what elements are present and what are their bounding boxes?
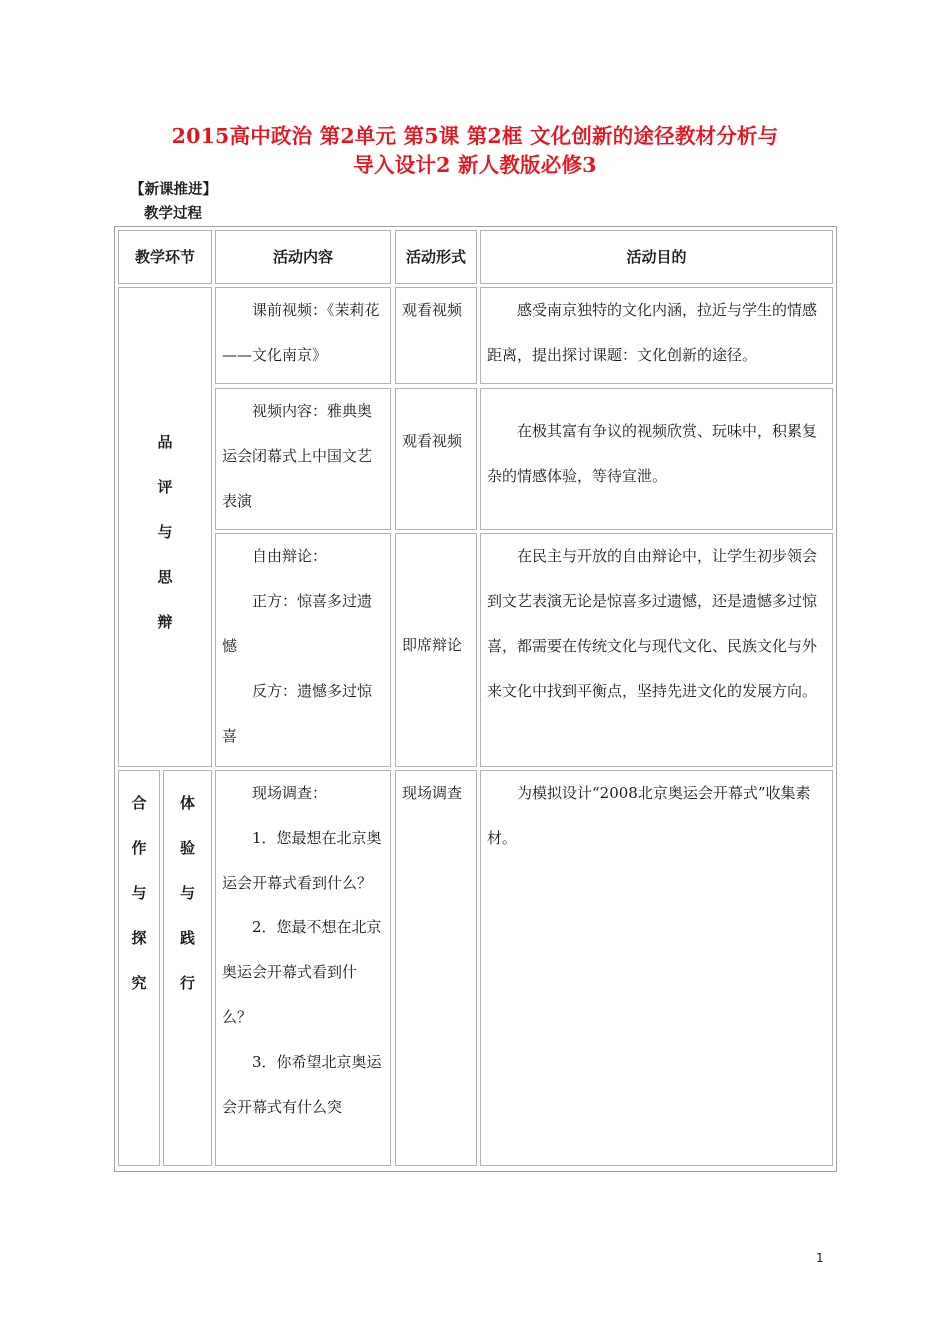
content-text: 课前视频：《茉莉花——文化南京》	[222, 301, 380, 364]
content-text: 1．您最想在北京奥运会开幕式看到什么？	[222, 828, 382, 892]
stage-char: 与	[131, 884, 147, 902]
stage-char: 合	[131, 794, 147, 812]
purpose-text: 感受南京独特的文化内涵，拉近与学生的情感距离，提出探讨课题：文化创新的途径。	[487, 301, 818, 364]
substage-char: 践	[179, 929, 195, 947]
stage-char: 与	[157, 523, 173, 541]
document-title	[110, 122, 840, 180]
stage-char: 评	[157, 478, 173, 496]
stage-cell-hezuo	[118, 770, 160, 1166]
header-content: 活动内容	[215, 230, 391, 284]
stage-char: 辩	[157, 613, 173, 631]
table-row-content	[215, 533, 391, 767]
purpose-text: 在极其富有争议的视频欣赏、玩味中，积累复杂的情感体验，等待宣泄。	[487, 422, 818, 485]
table-row-purpose	[480, 533, 833, 767]
substage-char: 与	[179, 884, 195, 902]
table-row-purpose	[480, 287, 833, 384]
substage-cell-tiyan	[163, 770, 212, 1166]
content-text: 正方：惊喜多过遗憾	[222, 592, 373, 655]
title-line-2: 导入设计2 新人教版必修3	[353, 153, 597, 177]
content-text: 反方：遗憾多过惊喜	[222, 682, 373, 745]
content-text: 现场调查：	[252, 784, 328, 802]
form-text: 即席辩论	[402, 636, 463, 654]
content-text: 2．您最不想在北京奥运会开幕式看到什么？	[222, 918, 382, 1026]
purpose-text: 为模拟设计“2008北京奥运会开幕式”收集素材。	[487, 784, 811, 847]
content-text: 视频内容：雅典奥运会闭幕式上中国文艺表演	[222, 402, 373, 510]
substage-char: 验	[179, 839, 195, 857]
form-text: 现场调查	[402, 784, 463, 802]
table-row-form	[395, 770, 477, 1166]
table-row-purpose	[480, 770, 833, 1166]
substage-char: 行	[179, 974, 195, 992]
section-label: 【新课推进】	[130, 181, 217, 198]
content-text: 3．你希望北京奥运会开幕式有什么突	[222, 1052, 382, 1116]
table-row-form	[395, 388, 477, 530]
substage-char: 体	[179, 794, 195, 812]
table-row-content	[215, 287, 391, 384]
form-text: 观看视频	[402, 301, 463, 319]
form-text: 观看视频	[402, 432, 463, 450]
stage-char: 探	[131, 929, 147, 947]
table-row-content	[215, 770, 391, 1166]
page-number: 1	[816, 1251, 824, 1265]
content-text: 自由辩论：	[252, 547, 328, 565]
subsection-label: 教学过程	[144, 205, 202, 222]
purpose-text: 在民主与开放的自由辩论中，让学生初步领会到文艺表演无论是惊喜多过遗憾，还是遗憾多过惊喜，都需要在传统文化与现代文化、民族文化与外来文化中找到平衡点，坚持先进文化的发展方向。	[487, 547, 818, 700]
stage-char: 品	[157, 433, 173, 451]
table-row-purpose	[480, 388, 833, 530]
table-row-content	[215, 388, 391, 530]
header-stage: 教学环节	[118, 230, 212, 284]
stage-char: 思	[157, 568, 173, 586]
header-purpose: 活动目的	[480, 230, 833, 284]
stage-cell-pingping	[118, 287, 212, 767]
table-row-form	[395, 287, 477, 384]
title-line-1: 2015高中政治 第2单元 第5课 第2框 文化创新的途径教材分析与	[171, 124, 779, 148]
table-row-form	[395, 533, 477, 767]
stage-char: 作	[131, 839, 147, 857]
header-form: 活动形式	[395, 230, 477, 284]
stage-char: 究	[131, 974, 147, 992]
